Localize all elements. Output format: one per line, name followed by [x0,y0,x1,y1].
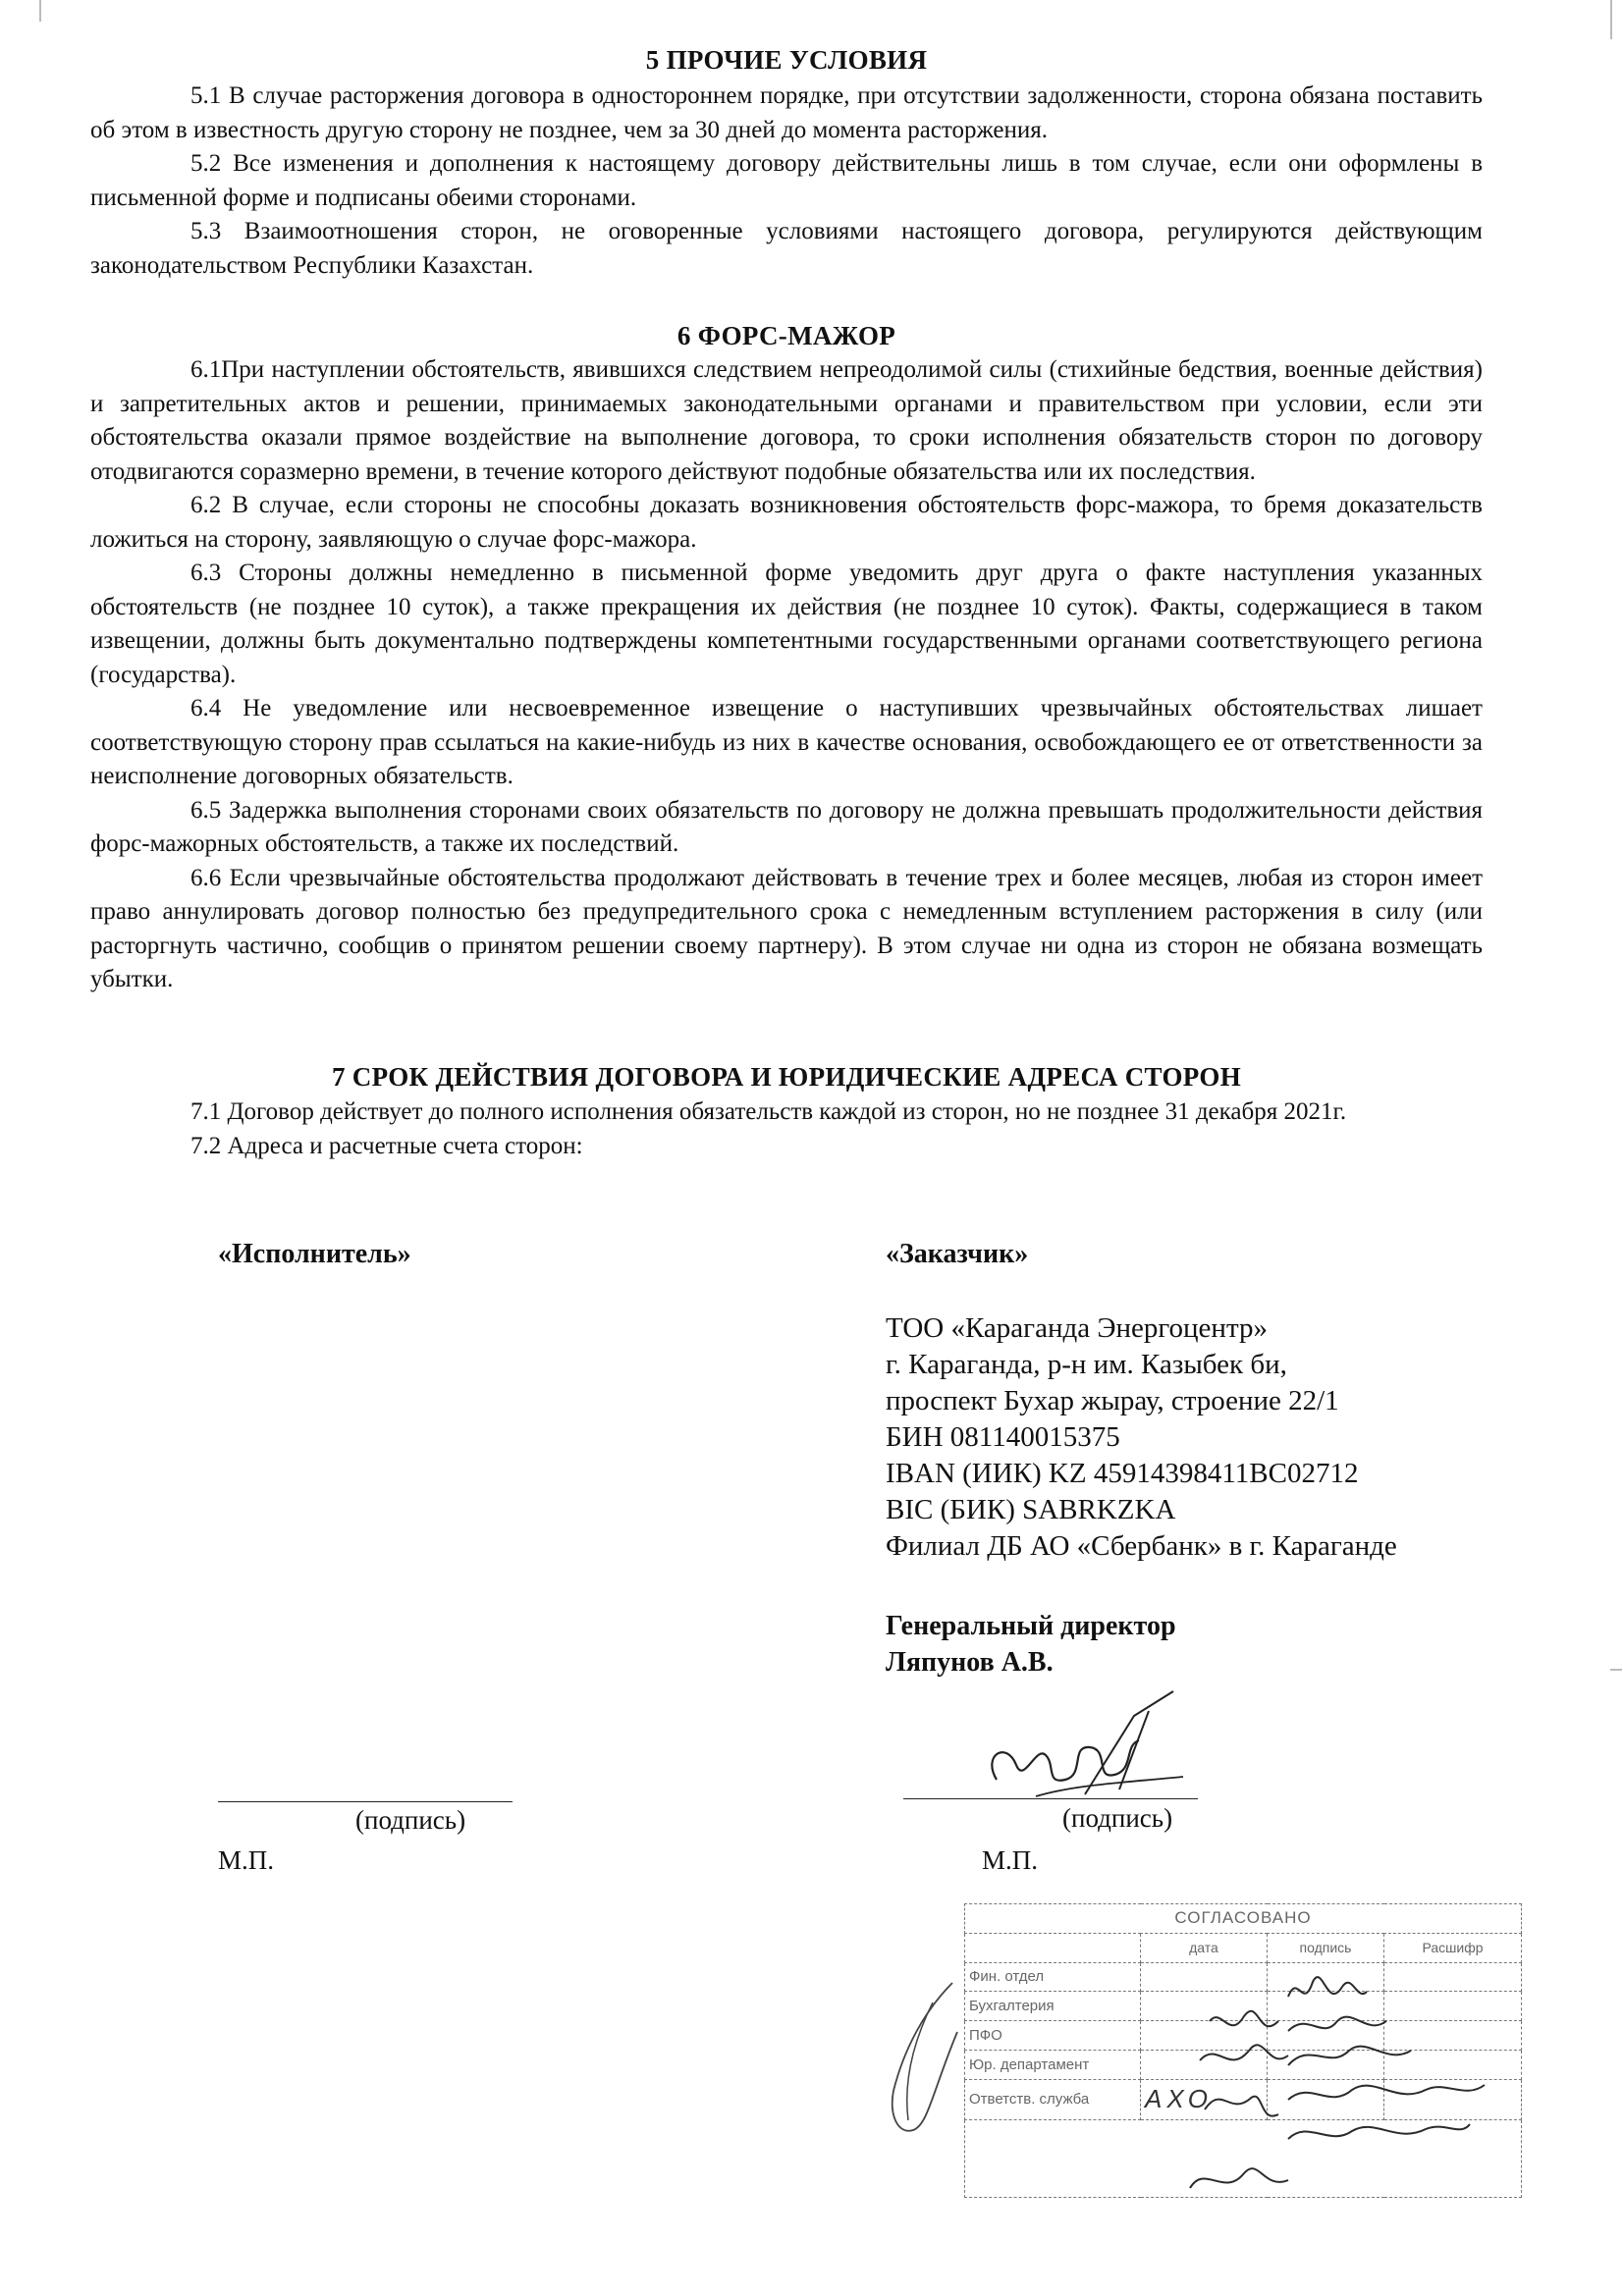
executor-signature-caption: (подпись) [355,1805,466,1835]
stamp-col-date: дата [1141,1933,1268,1962]
customer-company: ТОО «Караганда Энергоцентр» [886,1312,1268,1344]
customer-details [886,1310,1397,1565]
paragraph-6-1: 6.1При наступлении обстоятельств, явившихся следствием непреодолимой силы (стихийные бедствия, военные действия) и запретительных актов и решении, принимаемых законодательными органами и правительством при условии, если эти обстоятельства оказали прямое воздействие на выполнение договора, то сроки исполнения обязательств сторон по договору отодвигаются соразмерно времени, в течение которого действуют подобные обязательства или их последствия. [90,356,1483,485]
section-5-body [90,80,1483,283]
approval-handwriting [964,1903,1522,2198]
section-6-body [90,353,1483,997]
section-7-title: 7 СРОК ДЕЙСТВИЯ ДОГОВОРА И ЮРИДИЧЕСКИЕ АДРЕСА СТОРОН [331,1062,1242,1092]
section-5-title: 5 ПРОЧИЕ УСЛОВИЯ [645,45,928,75]
section-6-title: 6 ФОРС-МАЖОР [676,321,896,350]
approval-stamp [964,1903,1522,2198]
stamp-dept: Ответств. служба [965,2079,1141,2119]
stamp-title: СОГЛАСОВАНО [965,1904,1522,1934]
executor-signature-line [218,1801,513,1802]
paragraph-5-3: 5.3 Взаимоотношения сторон, не оговоренные условиями настоящего договора, регулируются действующим законодательством Республики Казахстан. [90,218,1483,279]
customer-bic: BIC (БИК) SABRKZKA [886,1494,1176,1525]
stamp-dept: ПФО [965,2021,1141,2051]
stamp-date: АХО [1141,2079,1268,2119]
paragraph-5-2: 5.2 Все изменения и дополнения к настоящему договору действительны лишь в том случае, если они оформлены в письменной форме и подписаны обеими сторонами. [90,150,1483,211]
scan-edge-mark [1610,0,1612,39]
customer-bank: Филиал ДБ АО «Сбербанк» в г. Караганде [886,1530,1397,1562]
stamp-dept: Юр. департамент [965,2050,1141,2079]
stamp-col-decoding: Расшифр [1384,1933,1522,1962]
customer-signature-caption: (подпись) [1062,1803,1173,1833]
director-name: Ляпунов А.В. [886,1647,1054,1678]
executor-heading: «Исполнитель» [218,1239,411,1269]
paragraph-5-1: 5.1 В случае расторжения договора в одностороннем порядке, при отсутствии задолженности, сторона обязана поставить об этом в известность другую сторону не позднее, чем за 30 дней до момента расторжения. [90,82,1483,143]
director-position: Генеральный директор [886,1611,1176,1641]
stamp-dept: Бухгалтерия [965,1992,1141,2021]
customer-seal-label: М.П. [982,1845,1039,1875]
customer-street: проспект Бухар жырау, строение 22/1 [886,1385,1339,1416]
customer-iban: IBAN (ИИК) KZ 45914398411BC02712 [886,1458,1359,1489]
customer-bin: БИН 081140015375 [886,1421,1120,1453]
stamp-col-signature: подпись [1268,1933,1384,1962]
paragraph-6-3: 6.3 Стороны должны немедленно в письменной форме уведомить друг друга о факте наступления указанных обстоятельств (не позднее 10 суток), а также прекращения их действия (не позднее 10 суток). Факты, содержащиеся в таком извещении, должны быть документально подтверждены компетентными государственными органами соответствующего региона (государства). [90,560,1483,688]
handwritten-mark [864,1973,972,2150]
customer-signatory [886,1608,1176,1681]
paragraph-6-6: 6.6 Если чрезвычайные обстоятельства продолжают действовать в течение трех и более месяцев, любая из сторон имеет право аннулировать договор полностью без предупредительного срока с немедленным вступлением расторжения в силу (или расторгнуть частично, сообщив о принятом решении своему партнеру). В этом случае ни одна из сторон не обязана возмещать убытки. [90,864,1483,992]
paragraph-6-5: 6.5 Задержка выполнения сторонами своих обязательств по договору не должна превышать продолжительности действия форс-мажорных обстоятельств, а также их последствий. [90,796,1483,857]
scan-edge-mark [1610,1669,1622,1671]
paragraph-7-2: 7.2 Адреса и расчетные счета сторон: [190,1132,583,1159]
section-7-body [90,1095,1483,1163]
paragraph-6-4: 6.4 Не уведомление или несвоевременное извещение о наступивших чрезвычайных обстоятельствах лишает соответствующую сторону прав ссылаться на какие-нибудь из них в качестве основания, освобождающего ее от ответственности за неисполнение договорных обязательств. [90,695,1483,789]
director-signature [977,1686,1213,1814]
paragraph-6-2: 6.2 В случае, если стороны не способны доказать возникновения обстоятельств форс-мажора, то бремя доказательств ложиться на сторону, заявляющую о случае форс-мажора. [90,492,1483,553]
customer-heading: «Заказчик» [886,1239,1029,1269]
customer-city: г. Караганда, р-н им. Казыбек би, [886,1349,1287,1380]
stamp-dept: Фин. отдел [965,1962,1141,1992]
scan-edge-mark [39,0,41,22]
paragraph-7-1: 7.1 Договор действует до полного исполнения обязательств каждой из сторон, но не позднее 31 декабря 2021г. [190,1098,1347,1125]
executor-seal-label: М.П. [218,1845,275,1875]
